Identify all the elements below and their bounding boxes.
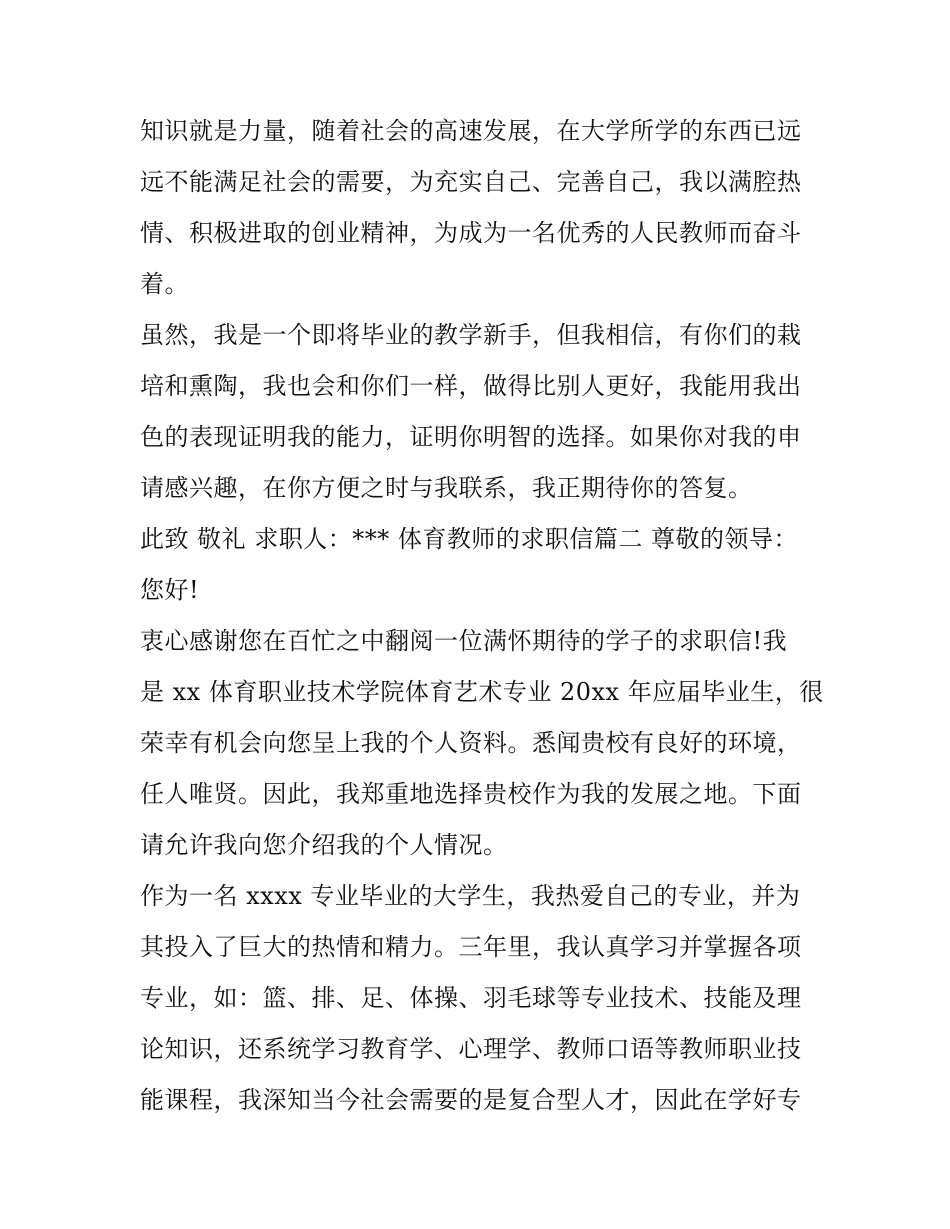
text-line: 远不能满足社会的需要，为充实自己、完善自己，我以满腔热 (140, 168, 802, 196)
text-line: 虽然，我是一个即将毕业的教学新手，但我相信，有你们的栽 (140, 321, 802, 349)
text-line: 请允许我向您介绍我的个人情况。 (140, 831, 508, 859)
text-line: 能课程，我深知当今社会需要的是复合型人才，因此在学好专 (140, 1086, 802, 1114)
text-line: 论知识，还系统学习教育学、心理学、教师口语等教师职业技 (140, 1035, 802, 1063)
text-line: 荣幸有机会向您呈上我的个人资料。悉闻贵校有良好的环境， (140, 729, 802, 757)
text-line: 培和熏陶，我也会和你们一样，做得比别人更好，我能用我出 (140, 372, 802, 400)
text-line: 请感兴趣，在你方便之时与我联系，我正期待你的答复。 (140, 474, 753, 502)
text-line: 着。 (140, 270, 189, 298)
document-body (140, 106, 824, 1126)
text-line: 是 xx 体育职业技术学院体育艺术专业 20xx 年应届毕业生，很 (140, 678, 824, 706)
text-line: 您好! (140, 576, 200, 604)
text-line: 色的表现证明我的能力，证明你明智的选择。如果你对我的申 (140, 423, 802, 451)
text-line: 知识就是力量，随着社会的高速发展，在大学所学的东西已远 (140, 117, 802, 145)
text-line: 此致 敬礼 求职人：*** 体育教师的求职信篇二 尊敬的领导： (140, 525, 799, 553)
text-line: 作为一名 xxxx 专业毕业的大学生，我热爱自己的专业，并为 (140, 882, 801, 910)
text-line: 情、积极进取的创业精神，为成为一名优秀的人民教师而奋斗 (140, 219, 802, 247)
text-line: 衷心感谢您在百忙之中翻阅一位满怀期待的学子的求职信!我 (140, 627, 788, 655)
text-line: 任人唯贤。因此，我郑重地选择贵校作为我的发展之地。下面 (140, 780, 802, 808)
text-line: 其投入了巨大的热情和精力。三年里，我认真学习并掌握各项 (140, 933, 802, 961)
text-line: 专业，如：篮、排、足、体操、羽毛球等专业技术、技能及理 (140, 984, 802, 1012)
